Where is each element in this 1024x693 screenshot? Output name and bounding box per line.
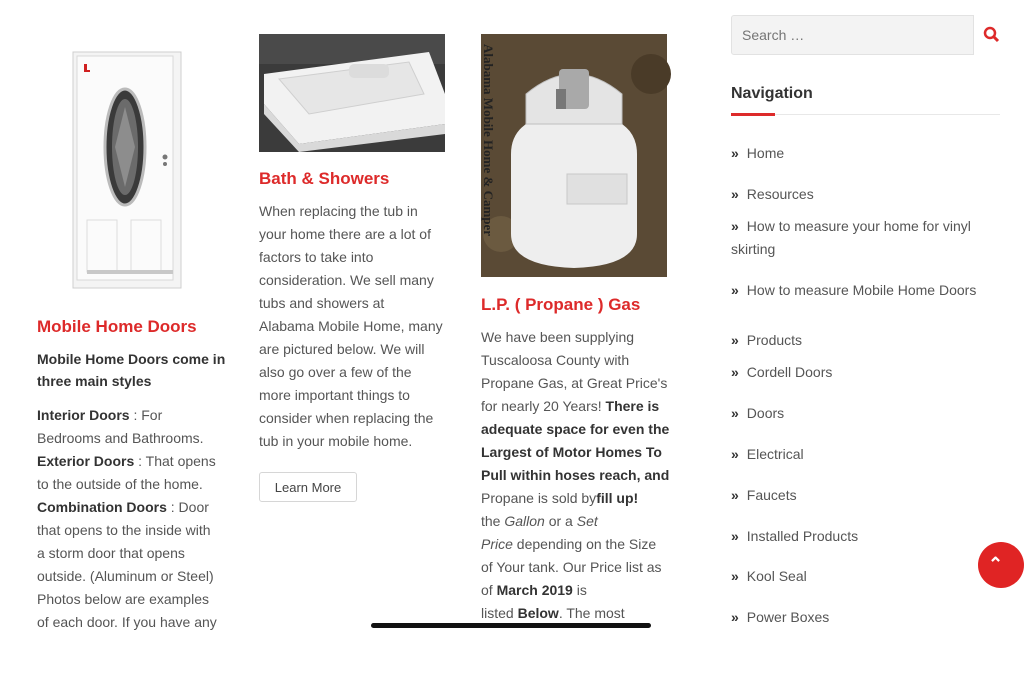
- doors-text-fragment: outside. (Aluminum or Steel): [37, 568, 214, 584]
- doors-text-line: [37, 588, 237, 611]
- bathtub-image[interactable]: [259, 34, 445, 152]
- nav-item-label: Faucets: [746, 487, 797, 503]
- propane-bold-fragment: There is: [605, 398, 660, 414]
- double-chevron-right-icon: »: [731, 405, 739, 421]
- bath-text-line: factors to take into: [259, 249, 374, 265]
- double-chevron-right-icon: »: [731, 332, 739, 348]
- propane-bold-fragment: March 2019: [496, 582, 573, 598]
- nav-item-label: How to measure your home for vinyl: [746, 218, 971, 234]
- propane-title[interactable]: L.P. ( Propane ) Gas: [481, 295, 641, 314]
- bath-text-line: more important things to: [259, 387, 410, 403]
- nav-item[interactable]: [731, 279, 993, 302]
- propane-text-fragment: of Your tank. Our Price list as: [481, 559, 662, 575]
- doors-subtitle: Mobile Home Doors come in three main styles: [37, 351, 226, 389]
- double-chevron-right-icon: »: [731, 218, 739, 234]
- propane-text-fragment: Propane Gas, at Great Price's: [481, 375, 668, 391]
- search-icon: [974, 15, 1000, 55]
- search-button[interactable]: [973, 15, 1000, 55]
- propane-text-line: [481, 487, 681, 510]
- double-chevron-right-icon: »: [731, 145, 739, 161]
- propane-text-fragment: listed: [481, 605, 518, 621]
- propane-text-line: [481, 464, 681, 487]
- propane-text-line: [481, 556, 681, 579]
- nav-item-label: Kool Seal: [746, 568, 807, 584]
- doors-type-label: Exterior Doors: [37, 453, 135, 469]
- bath-text-line: also go over a few of the: [259, 364, 412, 380]
- propane-bold-fragment: Largest of Motor Homes To: [481, 444, 662, 460]
- door-image[interactable]: [73, 52, 181, 288]
- nav-item[interactable]: [731, 606, 993, 629]
- nav-item-label-continued: skirting: [731, 241, 776, 257]
- nav-item[interactable]: [731, 443, 993, 466]
- propane-text-fragment: Tuscaloosa County with: [481, 352, 630, 368]
- navigation-accent: [731, 113, 775, 116]
- double-chevron-right-icon: »: [731, 528, 739, 544]
- nav-item[interactable]: [731, 525, 993, 548]
- chevron-up-icon: ⌃: [988, 554, 1004, 574]
- propane-text-line: [481, 602, 681, 625]
- nav-item-label: Home: [746, 145, 785, 161]
- double-chevron-right-icon: »: [731, 609, 739, 625]
- propane-text-fragment: the: [481, 513, 505, 529]
- propane-text-fragment: . The most: [558, 605, 625, 621]
- nav-item-label: Doors: [746, 405, 785, 421]
- search-box: [731, 15, 1000, 55]
- propane-tank-image[interactable]: [481, 34, 667, 277]
- bath-text: [259, 200, 459, 453]
- nav-item[interactable]: [731, 484, 993, 507]
- nav-item[interactable]: [731, 402, 993, 425]
- propane-text-line: [481, 579, 681, 602]
- nav-item-label: Electrical: [746, 446, 804, 462]
- doors-text: [37, 404, 237, 634]
- doors-text-line: [37, 565, 237, 588]
- nav-item[interactable]: [731, 142, 993, 165]
- double-chevron-right-icon: »: [731, 446, 739, 462]
- propane-text: [481, 326, 681, 632]
- propane-text-fragment: Propane is sold by: [481, 490, 597, 506]
- home-indicator[interactable]: [371, 623, 651, 628]
- doors-text-fragment: : For: [129, 407, 163, 423]
- doors-text-line: [37, 542, 237, 565]
- double-chevron-right-icon: »: [731, 568, 739, 584]
- doors-type-label: Combination Doors: [37, 499, 167, 515]
- nav-item[interactable]: [731, 329, 993, 352]
- propane-bold-fragment: adequate space for even the: [481, 421, 670, 437]
- doors-text-fragment: : Door: [166, 499, 209, 515]
- doors-text-line: [37, 404, 237, 427]
- propane-text-line: [481, 326, 681, 349]
- nav-item[interactable]: [731, 215, 993, 261]
- doors-text-fragment: that opens to the inside with: [37, 522, 211, 538]
- doors-text-line: [37, 519, 237, 542]
- double-chevron-right-icon: »: [731, 364, 739, 380]
- doors-text-line: [37, 427, 237, 450]
- propane-text-line: [481, 441, 681, 464]
- bath-text-line: tubs and showers at: [259, 295, 385, 311]
- bath-text-line: consideration. We sell many: [259, 272, 434, 288]
- bath-text-line: tub in your mobile home.: [259, 433, 413, 449]
- propane-text-line: [481, 533, 681, 556]
- doors-text-line: [37, 496, 237, 519]
- propane-bold-fragment: Pull within hoses reach, and: [481, 467, 670, 483]
- propane-text-fragment: for nearly 20 Years!: [481, 398, 606, 414]
- propane-text-fragment: of: [481, 582, 497, 598]
- propane-italic-fragment: Gallon: [504, 513, 545, 529]
- propane-italic-fragment: Price: [481, 536, 513, 552]
- nav-item[interactable]: [731, 183, 993, 206]
- nav-item-label: Cordell Doors: [746, 364, 833, 380]
- nav-item-label: Products: [746, 332, 803, 348]
- bath-text-line: your home there are a lot of: [259, 226, 431, 242]
- nav-item[interactable]: [731, 361, 993, 384]
- nav-item[interactable]: [731, 565, 993, 588]
- nav-item-label: Resources: [746, 186, 814, 202]
- doors-text-line: [37, 611, 237, 634]
- nav-item-label: Power Boxes: [746, 609, 830, 625]
- learn-more-button[interactable]: Learn More: [259, 472, 357, 502]
- doors-type-label: Interior Doors: [37, 407, 130, 423]
- propane-text-fragment: We have been supplying: [481, 329, 635, 345]
- propane-text-line: [481, 418, 681, 441]
- propane-text-fragment: depending on the Size: [512, 536, 657, 552]
- doors-text-fragment: of each door. If you have any: [37, 614, 217, 630]
- double-chevron-right-icon: »: [731, 487, 739, 503]
- scroll-top-button[interactable]: [978, 542, 1024, 588]
- propane-bold-fragment: Below: [517, 605, 559, 621]
- bath-title[interactable]: Bath & Showers: [259, 169, 390, 188]
- doors-text-fragment: a storm door that opens: [37, 545, 185, 561]
- bath-text-line: consider when replacing the: [259, 410, 434, 426]
- doors-text-fragment: to the outside of the home.: [37, 476, 203, 492]
- propane-text-line: [481, 349, 681, 372]
- nav-item-label: Installed Products: [746, 528, 859, 544]
- propane-text-fragment: is: [572, 582, 587, 598]
- propane-text-line: [481, 395, 681, 418]
- double-chevron-right-icon: »: [731, 186, 739, 202]
- watermark-text: Alabama Mobile Home & Camper: [481, 44, 496, 237]
- propane-italic-fragment: Set: [576, 513, 598, 529]
- doors-title[interactable]: Mobile Home Doors: [37, 317, 197, 336]
- propane-bold-fragment: fill up!: [596, 490, 639, 506]
- propane-text-fragment: or a: [544, 513, 577, 529]
- doors-text-line: [37, 450, 237, 473]
- bath-text-line: When replacing the tub in: [259, 203, 418, 219]
- doors-text-line: [37, 473, 237, 496]
- doors-text-fragment: Photos below are examples: [37, 591, 209, 607]
- bath-text-line: Alabama Mobile Home, many: [259, 318, 443, 334]
- bath-text-line: are pictured below. We will: [259, 341, 425, 357]
- navigation-title: Navigation: [731, 85, 813, 102]
- propane-text-line: [481, 372, 681, 395]
- double-chevron-right-icon: »: [731, 282, 739, 298]
- nav-item-label: How to measure Mobile Home Doors: [746, 282, 977, 298]
- doors-text-fragment: Bedrooms and Bathrooms.: [37, 430, 204, 446]
- search-input[interactable]: [732, 16, 982, 54]
- propane-text-line: [481, 510, 681, 533]
- doors-text-fragment: : That opens: [134, 453, 216, 469]
